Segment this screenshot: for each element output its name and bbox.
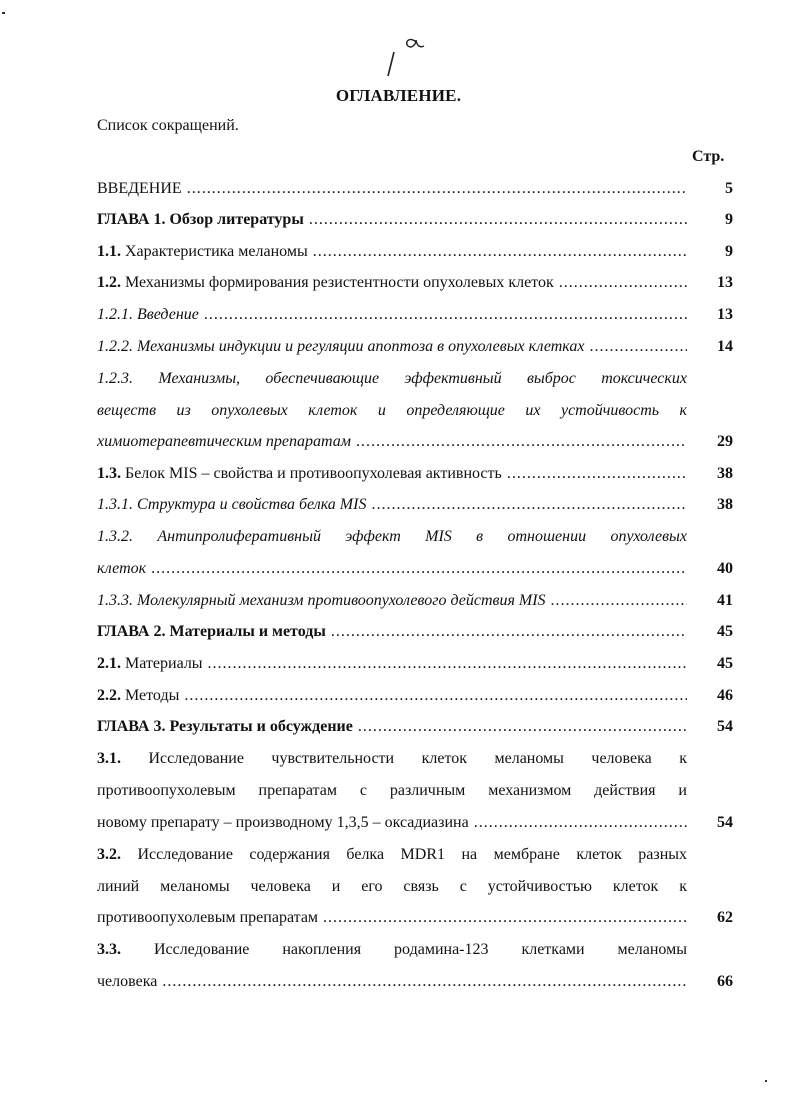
toc-entry-title: 1.2.1. Введение ..... [97,306,687,324]
abbreviations-entry: Список сокращений. [97,117,239,134]
handwritten-page-number [380,32,428,80]
toc-entry [97,718,733,740]
toc-entry [97,592,733,614]
toc-entry-title: Механизмы формирования резистентности опухолевых клеток [121,274,554,291]
toc-entry [97,623,733,645]
toc-section-number: 3.1. [97,750,121,767]
toc-entry-title: 1.2.2. Механизмы индукции и регуляции апоптоза в опухолевых клетках ..... [97,338,687,356]
toc-entry-title: противоопухолевым препаратам ..... [97,909,687,927]
toc-entry [97,465,733,487]
toc-entry-title: Характеристика меланомы [121,243,308,260]
toc-entry [97,687,733,709]
toc-entry [97,655,733,677]
toc-entry-title: 1.3.3. Молекулярный механизм противоопухолевого действия MIS ..... [97,592,687,610]
toc-entry-line-text: Исследование содержания белка MDR1 на мембране клеток разных [121,846,687,863]
toc-section-number: 2.2. [97,687,121,704]
toc-entry [97,306,733,328]
toc-entry [97,560,733,582]
toc-page-number: 45 [717,623,733,640]
toc-entry-line: 1.3.2. Антипролиферативный эффект MIS в отношении опухолевых [97,528,687,545]
toc-page-number: 29 [717,433,733,450]
toc-entry-line [97,846,687,864]
toc-entry-title: Материалы [121,655,203,672]
toc-page-number: 9 [725,211,733,228]
toc-section-number: 1.1. [97,243,121,260]
toc-section-number: 3.3. [97,941,121,958]
toc-chapter-title: ГЛАВА 1. Обзор литературы ..... [97,211,687,229]
toc-page-number: 40 [717,560,733,577]
scan-speck [765,1080,767,1082]
toc-entry [97,180,733,202]
toc-entry [97,814,733,836]
toc-entry [97,338,733,360]
toc-page-number: 38 [717,465,733,482]
toc-section-number: 2.1. [97,655,121,672]
toc-page-number: 13 [717,274,733,291]
toc-entry-line: линий меланомы человека и его связь с устойчивостью клеток к [97,878,687,895]
toc-page-number: 45 [717,655,733,672]
toc-page-number: 54 [717,718,733,735]
page-column-header: Стр. [692,148,725,165]
toc-entry [97,243,733,265]
toc-entry-title: человека ..... [97,973,687,991]
toc-page-number: 46 [717,687,733,704]
toc-page-number: 13 [717,306,733,323]
toc-entry-title: Методы [121,687,180,704]
toc-page-number: 9 [725,243,733,260]
toc-page-number: 5 [725,180,733,197]
toc-entry-line-text: Исследование чувствительности клеток меланомы человека к [121,750,687,767]
toc-entry-title: химиотерапевтическим препаратам ..... [97,433,687,451]
toc-page-number: 62 [717,909,733,926]
toc-entry-line: веществ из опухолевых клеток и определяющие их устойчивость к [97,402,687,419]
toc-page-number: 41 [717,592,733,609]
toc-entry-title: ВВЕДЕНИЕ ..... [97,180,687,198]
toc-page-number: 66 [717,973,733,990]
toc-entry-title: Белок MIS – свойства и противоопухолевая активность [121,465,502,482]
toc-section-number: 3.2. [97,846,121,863]
toc-entry-line: 1.2.3. Механизмы, обеспечивающие эффективный выброс токсических [97,370,687,387]
toc-entry-line [97,750,687,768]
toc-entry [97,211,733,233]
toc-entry [97,274,733,296]
toc-entry [97,433,733,455]
toc-entry-title: 1.3.1. Структура и свойства белка MIS ..... [97,496,687,514]
toc-entry-title: клеток ..... [97,560,687,578]
toc-entry-line-text: Исследование накопления родамина-123 клетками меланомы [121,941,687,958]
scan-speck [2,12,5,14]
page-title: ОГЛАВЛЕНИЕ. [335,86,462,105]
toc-entry-title: новому препарату – производному 1,3,5 – оксадиазина ..... [97,814,687,832]
toc-entry-line: противоопухолевым препаратам с различным механизмом действия и [97,782,687,799]
toc-entry [97,973,733,995]
toc-chapter-title: ГЛАВА 2. Материалы и методы ..... [97,623,687,641]
toc-chapter-title: ГЛАВА 3. Результаты и обсуждение ..... [97,718,687,736]
toc-entry [97,496,733,518]
toc-section-number: 1.2. [97,274,121,291]
toc-page-number: 14 [717,338,733,355]
toc-page-number: 38 [717,496,733,513]
toc-entry-line [97,941,687,959]
toc-page-number: 54 [717,814,733,831]
toc-section-number: 1.3. [97,465,121,482]
toc-entry [97,909,733,931]
